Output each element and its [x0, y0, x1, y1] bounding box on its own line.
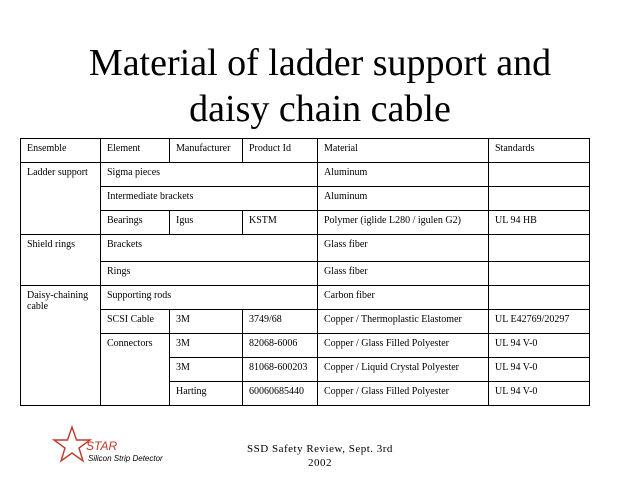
- cell-material: Copper / Glass Filled Polyester: [318, 334, 489, 358]
- cell-standard: UL 94 V-0: [489, 334, 590, 358]
- group-shield-rings: Shield rings: [21, 235, 101, 286]
- header-material: Material: [318, 139, 489, 163]
- header-element: Element: [101, 139, 170, 163]
- cell-standard: [489, 262, 590, 286]
- cell-material: Copper / Liquid Crystal Polyester: [318, 358, 489, 382]
- cell-product-id: 60060685440: [243, 382, 318, 406]
- header-manufacturer: Manufacturer: [170, 139, 243, 163]
- table-row: [21, 334, 590, 358]
- cell-manufacturer: 3M: [170, 358, 243, 382]
- cell-standard: UL 94 V-0: [489, 358, 590, 382]
- cell-element: Bearings: [101, 211, 170, 235]
- cell-material: Polymer (iglide L280 / igulen G2): [318, 211, 489, 235]
- materials-table: [20, 138, 590, 406]
- slide-title-line1: Material of ladder support and: [88, 42, 552, 84]
- cell-standard: UL 94 HB: [489, 211, 590, 235]
- table-row: [21, 187, 590, 211]
- table-row: [21, 262, 590, 286]
- cell-manufacturer: 3M: [170, 310, 243, 334]
- table-row: [21, 310, 590, 334]
- cell-manufacturer: Igus: [170, 211, 243, 235]
- footer-line2: 2002: [308, 457, 332, 469]
- cell-standard: [489, 286, 590, 310]
- group-daisy-chaining-cable: Daisy-chaining cable: [21, 286, 101, 406]
- table-row: [21, 235, 590, 262]
- table-row: [21, 163, 590, 187]
- slide-footer: [200, 442, 440, 470]
- header-ensemble: Ensemble: [21, 139, 101, 163]
- cell-element: SCSI Cable: [101, 310, 170, 334]
- cell-element: Connectors: [101, 334, 170, 406]
- cell-material: Glass fiber: [318, 235, 489, 262]
- cell-material: Copper / Thermoplastic Elastomer: [318, 310, 489, 334]
- cell-standard: UL 94 V-0: [489, 382, 590, 406]
- cell-manufacturer: 3M: [170, 334, 243, 358]
- cell-product-id: 81068-600203: [243, 358, 318, 382]
- cell-product-id: 82068-6006: [243, 334, 318, 358]
- cell-element: Rings: [101, 262, 318, 286]
- table-row: [21, 211, 590, 235]
- star-logo-name: STAR: [86, 439, 118, 453]
- group-ladder-support: Ladder support: [21, 163, 101, 235]
- slide-title-line2: daisy chain cable: [189, 88, 451, 130]
- cell-standard: UL E42769/20297: [489, 310, 590, 334]
- cell-standard: [489, 163, 590, 187]
- header-standards: Standards: [489, 139, 590, 163]
- star-logo: [52, 424, 192, 470]
- cell-element: Supporting rods: [101, 286, 318, 310]
- cell-product-id: 3749/68: [243, 310, 318, 334]
- cell-material: Aluminum: [318, 187, 489, 211]
- footer-line1: SSD Safety Review, Sept. 3rd: [247, 443, 393, 455]
- slide-title: [0, 40, 640, 132]
- cell-element: Brackets: [101, 235, 318, 262]
- cell-material: Glass fiber: [318, 262, 489, 286]
- table-header-row: [21, 139, 590, 163]
- cell-material: Carbon fiber: [318, 286, 489, 310]
- table-row: [21, 286, 590, 310]
- cell-manufacturer: Harting: [170, 382, 243, 406]
- cell-standard: [489, 235, 590, 262]
- cell-material: Copper / Glass Filled Polyester: [318, 382, 489, 406]
- cell-standard: [489, 187, 590, 211]
- cell-element: Intermediate brackets: [101, 187, 318, 211]
- header-product-id: Product Id: [243, 139, 318, 163]
- star-logo-subtitle: Silicon Strip Detector: [88, 454, 163, 463]
- cell-material: Aluminum: [318, 163, 489, 187]
- cell-element: Sigma pieces: [101, 163, 318, 187]
- cell-product-id: KSTM: [243, 211, 318, 235]
- star-icon: [54, 427, 90, 461]
